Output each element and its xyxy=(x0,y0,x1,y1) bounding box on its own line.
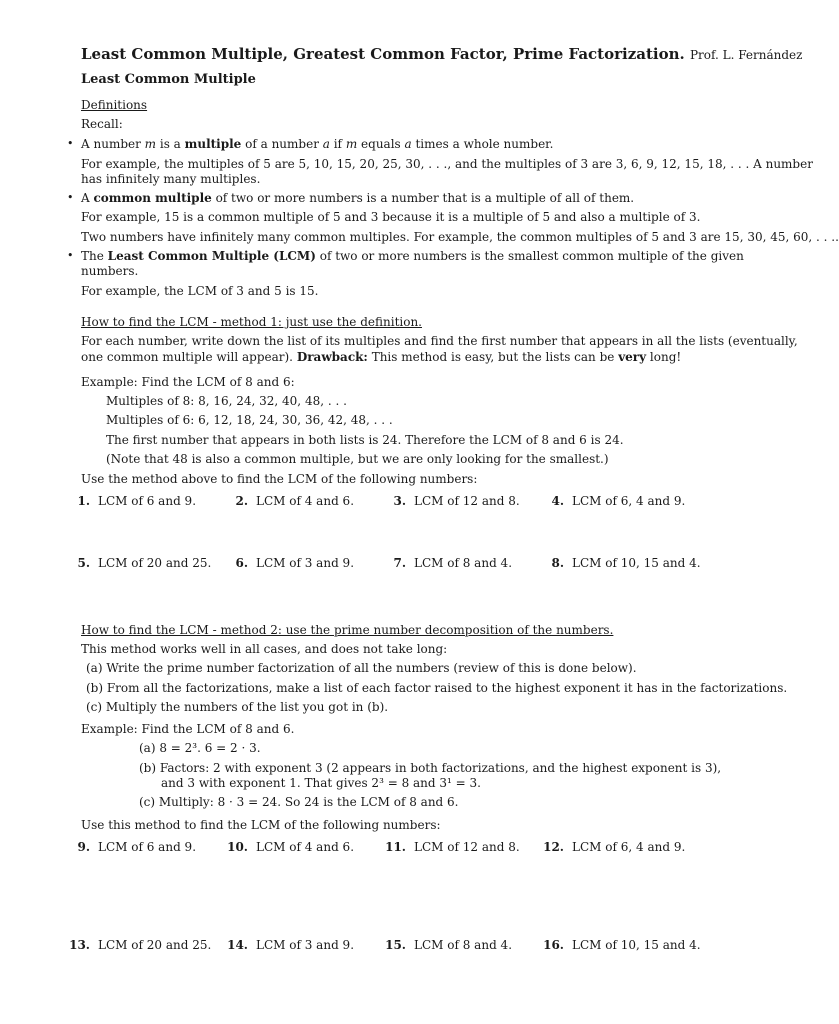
method2-step-a: (a) Write the prime number factorization of all the numbers (review of this is done below). xyxy=(86,661,637,675)
example-lcm: For example, the LCM of 3 and 5 is 15. xyxy=(81,284,319,298)
bullet-icon: • xyxy=(67,249,74,262)
method1-desc-line1: For each number, write down the list of its multiples and find the first number that appears in all the lists (eventually, xyxy=(81,334,798,348)
bullet-icon: • xyxy=(67,191,74,204)
definition-common-multiple: A common multiple of two or more numbers is a number that is a multiple of all of them. xyxy=(81,191,635,205)
problem-6: 6. LCM of 3 and 9. xyxy=(235,556,355,570)
problem-16: 16. LCM of 10, 15 and 4. xyxy=(543,938,701,952)
problem-12: 12. LCM of 6, 4 and 9. xyxy=(543,840,686,854)
method2-heading: How to find the LCM - method 2: use the prime number decomposition of the numbers. xyxy=(81,623,614,637)
problem-3: 3. LCM of 12 and 8. xyxy=(393,494,520,508)
bullet-icon: • xyxy=(67,137,74,150)
problem-7: 7. LCM of 8 and 4. xyxy=(393,556,513,570)
problem-15: 15. LCM of 8 and 4. xyxy=(385,938,513,952)
method2-step-c: (c) Multiply the numbers of the list you got in (b). xyxy=(86,700,389,714)
problem-9: 9. LCM of 6 and 9. xyxy=(77,840,197,854)
method1-heading: How to find the LCM - method 1: just use the definition. xyxy=(81,315,422,329)
page-title xyxy=(81,45,802,63)
example-common-line1: For example, 15 is a common multiple of 5 and 3 because it is a multiple of 5 and also a multiple of 3. xyxy=(81,210,701,224)
example-common-line2: Two numbers have infinitely many common multiples. For example, the common multiples of 5 and 3 are 15, 30, 45, 60, . . .. xyxy=(81,230,839,244)
definition-lcm-line2: numbers. xyxy=(81,264,139,278)
method2-instructions: Use this method to find the LCM of the following numbers: xyxy=(81,818,441,832)
problem-2: 2. LCM of 4 and 6. xyxy=(235,494,355,508)
problem-10: 10. LCM of 4 and 6. xyxy=(227,840,355,854)
first-common: The first number that appears in both lists is 24. Therefore the LCM of 8 and 6 is 24. xyxy=(106,433,624,447)
multiples-of-6: Multiples of 6: 6, 12, 18, 24, 30, 36, 42, 48, . . . xyxy=(106,413,393,427)
method2-step-b: (b) From all the factorizations, make a list of each factor raised to the highest exponent it has in the factorizations. xyxy=(86,681,788,695)
problem-11: 11. LCM of 12 and 8. xyxy=(385,840,520,854)
method2-example-b1: (b) Factors: 2 with exponent 3 (2 appears in both factorizations, and the highest exponent is 3), xyxy=(139,761,722,775)
method1-note: (Note that 48 is also a common multiple, but we are only looking for the smallest.) xyxy=(106,452,609,466)
problem-4: 4. LCM of 6, 4 and 9. xyxy=(551,494,686,508)
multiples-of-8: Multiples of 8: 8, 16, 24, 32, 40, 48, . . . xyxy=(106,394,347,408)
problem-1: 1. LCM of 6 and 9. xyxy=(77,494,197,508)
problem-5: 5. LCM of 20 and 25. xyxy=(77,556,212,570)
problem-14: 14. LCM of 3 and 9. xyxy=(227,938,355,952)
method2-intro: This method works well in all cases, and does not take long: xyxy=(81,642,448,656)
author-name: Prof. L. Fernández xyxy=(689,48,803,62)
example-multiples-line2: has infinitely many multiples. xyxy=(81,172,261,186)
definition-lcm: The Least Common Multiple (LCM) of two or more numbers is the smallest common multiple of the given xyxy=(81,249,744,263)
section-title: Least Common Multiple xyxy=(81,72,256,87)
recall-label: Recall: xyxy=(81,117,123,131)
method2-example-a: (a) 8 = 2³. 6 = 2 · 3. xyxy=(139,741,261,755)
method2-example-b2: and 3 with exponent 1. That gives 2³ = 8 and 3¹ = 3. xyxy=(161,776,481,790)
method2-example-c: (c) Multiply: 8 · 3 = 24. So 24 is the LCM of 8 and 6. xyxy=(139,795,459,809)
title-text: Least Common Multiple, Greatest Common Factor, Prime Factorization. xyxy=(81,45,685,63)
method1-instructions: Use the method above to find the LCM of the following numbers: xyxy=(81,472,478,486)
definition-multiple: A number m is a multiple of a number a if m equals a times a whole number. xyxy=(81,137,554,151)
method1-example: Example: Find the LCM of 8 and 6: xyxy=(81,375,295,389)
definitions-heading: Definitions xyxy=(81,98,148,112)
method2-example: Example: Find the LCM of 8 and 6. xyxy=(81,722,295,736)
problem-8: 8. LCM of 10, 15 and 4. xyxy=(551,556,701,570)
problem-13: 13. LCM of 20 and 25. xyxy=(69,938,212,952)
example-multiples-line1: For example, the multiples of 5 are 5, 10, 15, 20, 25, 30, . . ., and the multiples of 3 are 3, 6, 9, 12, 15, 18, . . . A number xyxy=(81,157,813,171)
method1-desc-line2: one common multiple will appear). Drawback: This method is easy, but the lists can be very long! xyxy=(81,350,682,364)
